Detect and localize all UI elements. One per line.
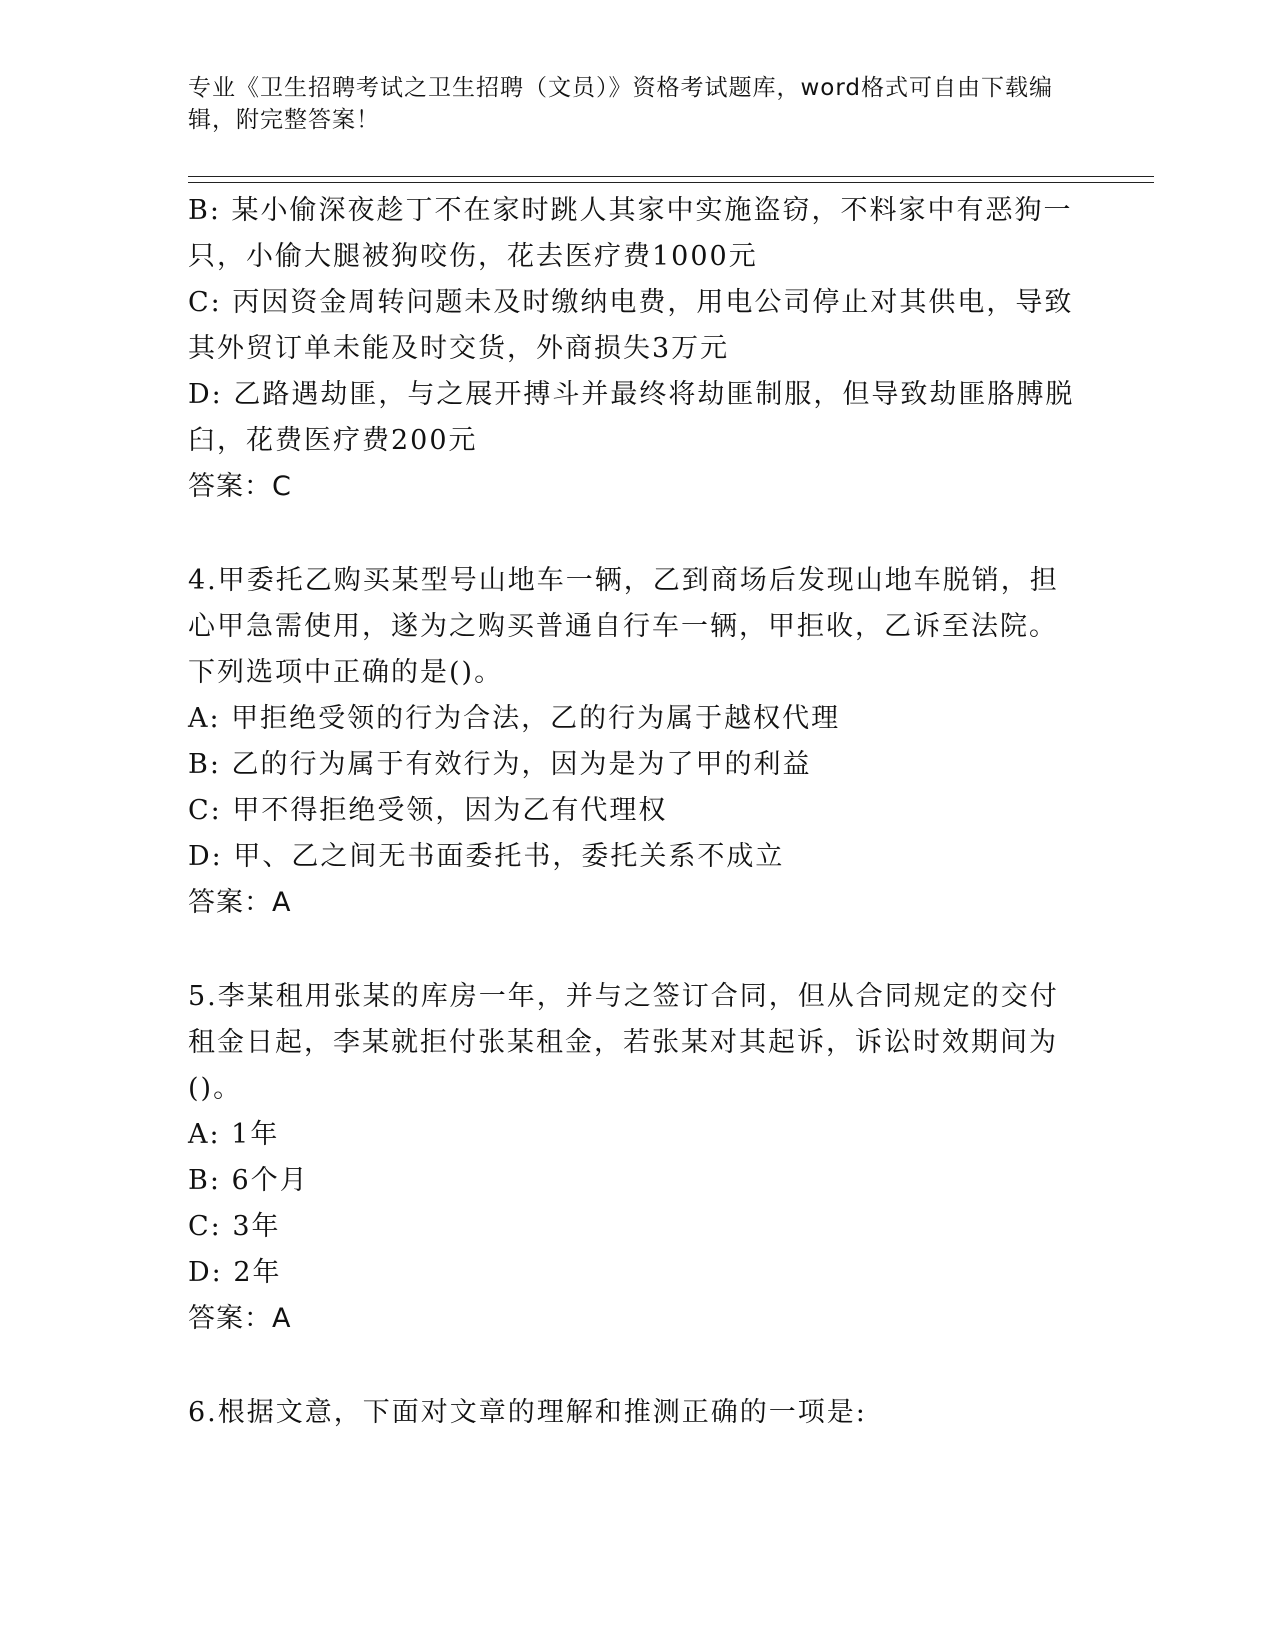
option-b: B: 6个月 [188, 1165, 309, 1196]
document-body [188, 188, 1078, 1436]
option-a: A: 甲拒绝受领的行为合法，乙的行为属于越权代理 [188, 703, 841, 734]
question-stem: 5.李某租用张某的库房一年，并与之签订合同，但从合同规定的交付租金日起，李某就拒付张某租金，若张某对其起诉，诉讼时效期间为()。 [188, 981, 1059, 1104]
header-rule-top [188, 176, 1154, 177]
option-b: B: 某小偷深夜趁丁不在家时跳人其家中实施盗窃，不料家中有恶狗一只，小偷大腿被狗咬伤，花去医疗费1000元 [188, 195, 1073, 272]
option-d: D: 2年 [188, 1257, 282, 1288]
answer: 答案：A [188, 1303, 292, 1334]
spacer [188, 510, 1078, 558]
document-header [188, 72, 1068, 136]
answer: 答案：A [188, 887, 292, 918]
option-b: B: 乙的行为属于有效行为，因为是为了甲的利益 [188, 749, 812, 780]
question-4 [188, 558, 1078, 926]
question-6 [188, 1390, 1078, 1436]
question-3-tail [188, 188, 1078, 510]
spacer [188, 1342, 1078, 1390]
option-a: A: 1年 [188, 1119, 280, 1150]
header-text: 专业《卫生招聘考试之卫生招聘（文员）》资格考试题库，word格式可自由下载编辑，附完整答案！ [188, 75, 1054, 133]
spacer [188, 926, 1078, 974]
question-stem: 6.根据文意，下面对文章的理解和推测正确的一项是: [188, 1397, 867, 1428]
question-stem: 4.甲委托乙购买某型号山地车一辆，乙到商场后发现山地车脱销，担心甲急需使用，遂为之购买普通自行车一辆，甲拒收，乙诉至法院。下列选项中正确的是()。 [188, 565, 1059, 688]
option-d: D: 甲、乙之间无书面委托书，委托关系不成立 [188, 841, 785, 872]
option-c: C: 甲不得拒绝受领，因为乙有代理权 [188, 795, 668, 826]
question-5 [188, 974, 1078, 1342]
answer: 答案：C [188, 471, 292, 502]
option-c: C: 3年 [188, 1211, 281, 1242]
option-c: C: 丙因资金周转问题未及时缴纳电费，用电公司停止对其供电，导致其外贸订单未能及时交货，外商损失3万元 [188, 287, 1074, 364]
option-d: D: 乙路遇劫匪，与之展开搏斗并最终将劫匪制服，但导致劫匪胳膊脱臼，花费医疗费200元 [188, 379, 1075, 456]
header-rule-bottom [188, 182, 1154, 183]
